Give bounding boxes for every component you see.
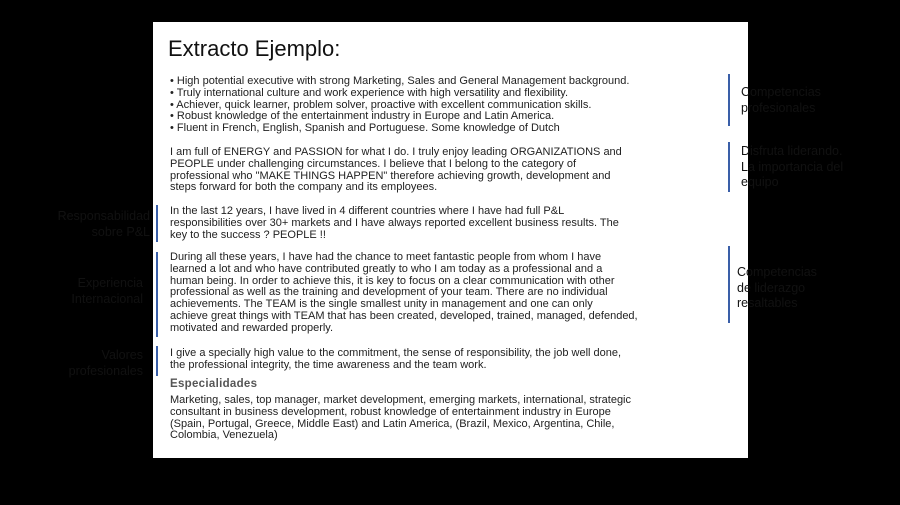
bracket-responsabilidad [156,205,158,242]
paragraph-line: consultant in business development, robust knowledge of entertainment industry in Europe [170,405,611,418]
paragraph-line: I give a specially high value to the commitment, the sense of responsibility, the job well done, [170,347,622,359]
paragraph-line: responsibilities over 30+ markets and I have always reported excellent business results. The [170,216,619,229]
specialties-paragraph [170,395,631,442]
countries-paragraph [170,206,619,241]
paragraph-line: motivated and rewarded properly. [170,321,334,334]
annotation-line: Competencias [741,85,821,99]
annotation-experiencia [71,276,143,307]
bullet-item: • High potential executive with strong Marketing, Sales and General Management background. [170,75,630,87]
bullet-item: • Fluent in French, English, Spanish and Portuguese. Some knowledge of Dutch [170,122,560,135]
paragraph-line: (Spain, Portugal, Greece, Middle East) and Latin America, (Brazil, Mexico, Argentina, Chile, [170,417,615,430]
bullet-item: • Truly international culture and work experience with high versatility and flexibility. [170,86,569,99]
annotation-valores [69,348,143,379]
paragraph-line: key to the success ? PEOPLE !! [170,228,326,241]
specialties-heading: Especialidades [170,378,258,390]
paragraph-line: In the last 12 years, I have lived in 4 different countries where I have had full P&L [170,205,565,217]
summary-bullet-list [170,76,629,135]
annotation-line: sobre P&L [91,224,150,239]
annotation-competencias-profesionales [741,85,821,116]
paragraph-line: human being. In order to achieve this, it is key to focus on a clear communication with other [170,274,615,287]
annotation-competencias-liderazgo [737,265,817,312]
bullet-item: • Robust knowledge of the entertainment industry in Europe and Latin America. [170,110,555,123]
annotation-line: Valores [101,348,143,362]
paragraph-line: learned a lot and who have contributed greatly to who I am today as a professional and a [170,262,603,275]
paragraph-line: During all these years, I have had the chance to meet fantastic people from whom I have [170,251,602,263]
values-paragraph [170,348,621,372]
paragraph-line: Marketing, sales, top manager, market development, emerging markets, international, strategic [170,394,632,406]
paragraph-line: I am full of ENERGY and PASSION for what I do. I truly enjoy leading ORGANIZATIONS and [170,146,622,158]
paragraph-line: the professional integrity, the time awareness and the team work. [170,358,487,371]
bracket-competencias-liderazgo [728,246,730,323]
paragraph-line: professional who "MAKE THINGS HAPPEN" therefore achieving growth, development and [170,169,611,182]
annotation-line: Responsabilidad [57,209,150,223]
paragraph-line: professional as well as the training and development of your team. There are no individual [170,286,608,299]
annotation-line: profesionales [68,363,143,378]
page-title: Extracto Ejemplo: [168,36,341,61]
team-paragraph [170,252,638,335]
annotation-disfruta-liderando [741,144,843,191]
paragraph-line: achieve great things with TEAM that has been created, developed, trained, managed, defended, [170,309,638,322]
bracket-valores [156,346,158,376]
annotation-line: resaltables [737,296,798,310]
annotation-line: profesionales [741,100,816,115]
paragraph-line: Colombia, Venezuela) [170,429,278,442]
annotation-line: Experiencia [77,276,143,290]
bracket-disfruta-liderando [728,142,730,192]
annotation-line: Disfruta liderando. [741,144,843,158]
annotation-line: Internacional [71,291,143,306]
energy-paragraph [170,147,622,194]
annotation-line: Competencias [737,265,817,279]
annotation-line: La importancia del [741,159,844,174]
annotation-responsabilidad [58,209,150,240]
bullet-item: • Achiever, quick learner, problem solver, proactive with excellent communication skills. [170,98,592,111]
annotation-line: de liderazgo [737,280,806,295]
bracket-experiencia [156,252,158,337]
paragraph-line: PEOPLE under challenging circumstances. I believe that I belong to the category of [170,157,577,170]
annotation-line: equipo [741,175,779,189]
bracket-competencias-profesionales [728,74,730,126]
paragraph-line: steps forward for both the company and its employees. [170,181,438,194]
paragraph-line: achievements. The TEAM is the single smallest unity in management and one can only [170,298,593,311]
